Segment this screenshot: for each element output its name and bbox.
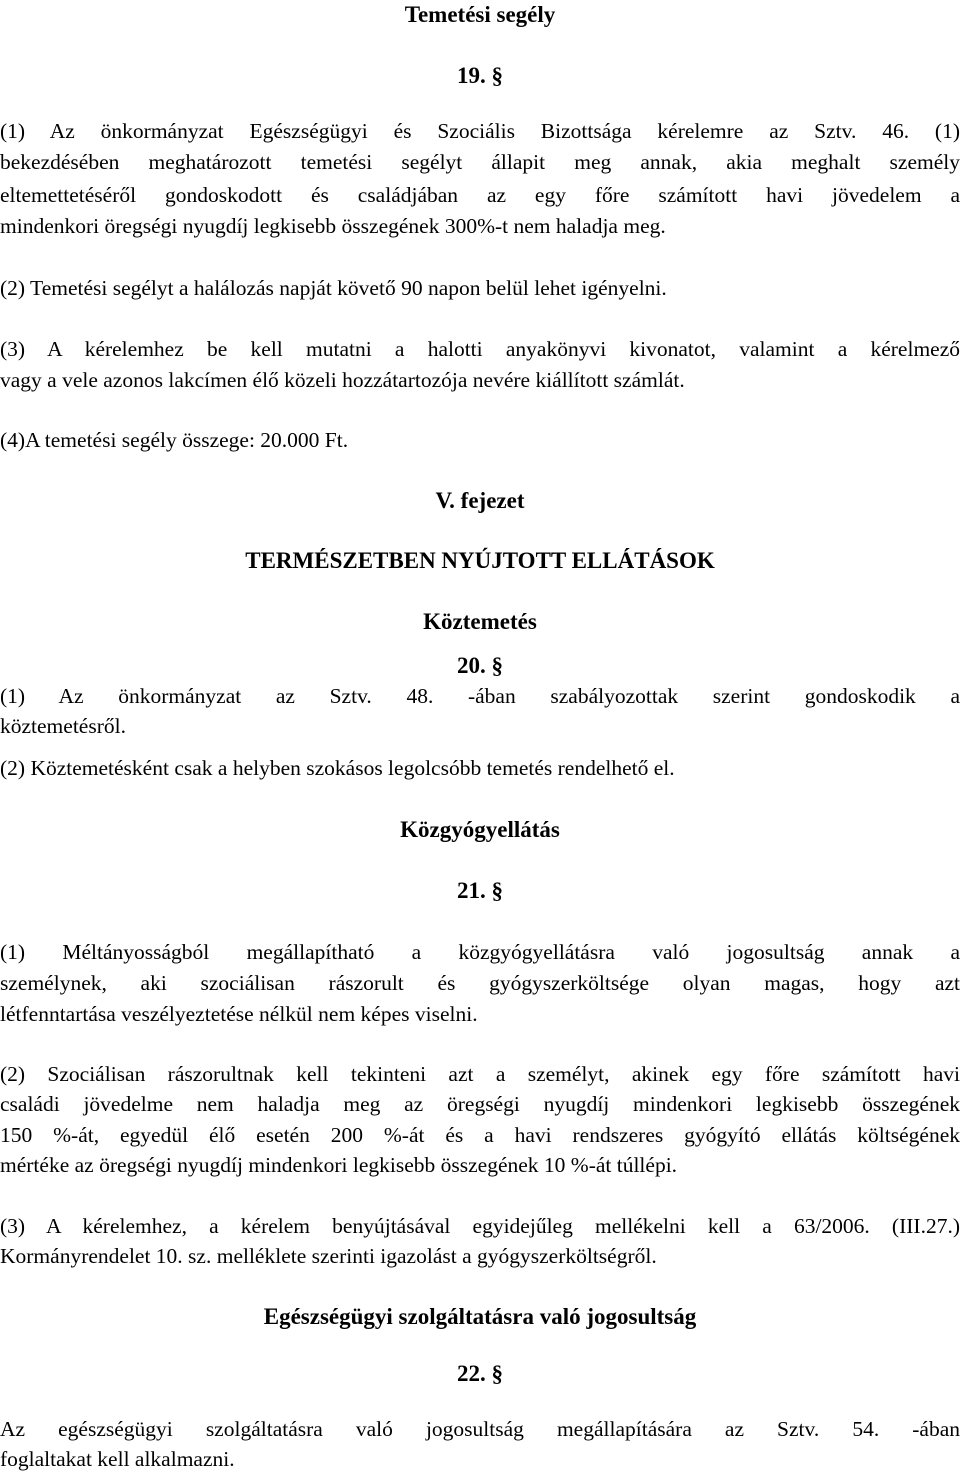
s19-p1-line-2: bekezdésében meghatározott temetési segélyt állapit meg annak, akia meghalt személy <box>0 150 960 174</box>
s22-p1-line-2: foglaltakat kell alkalmazni. <box>0 1447 235 1471</box>
s19-p1-line-4: mindenkori öregségi nyugdíj legkisebb összegének 300%-t nem haladja meg. <box>0 214 666 238</box>
s19-p1-line-3: eltemettetéséről gondoskodott és családjában az egy főre számított havi jövedelem a <box>0 183 960 207</box>
chapter-title: TERMÉSZETBEN NYÚJTOTT ELLÁTÁSOK <box>245 548 715 573</box>
s21-p2-line-3: 150 %-át, egyedül élő esetén 200 %-át és a havi rendszeres gyógyító ellátás költségének <box>0 1123 960 1147</box>
s21-p2-line-2: családi jövedelme nem haladja meg az öregségi nyugdíj mindenkori legkisebb összegének <box>0 1092 960 1116</box>
s19-p3-line-2: vagy a vele azonos lakcímen élő közeli hozzátartozója nevére kiállított számlát. <box>0 368 685 392</box>
s19-p4: (4)A temetési segély összege: 20.000 Ft. <box>0 428 349 452</box>
s21-p1-line-3: létfenntartása veszélyeztetése nélkül nem képes viselni. <box>0 1002 478 1026</box>
s21-p1-line-2: személynek, aki szociálisan rászorult és gyógyszerköltsége olyan magas, hogy azt <box>0 971 960 995</box>
s20-p2: (2) Köztemetésként csak a helyben szokásos legolcsóbb temetés rendelhető el. <box>0 756 675 780</box>
s21-p2-line-4: mértéke az öregségi nyugdíj mindenkori legkisebb összegének 10 %-át túllépi. <box>0 1153 678 1177</box>
s19-p3-line-1: (3) A kérelemhez be kell mutatni a halotti anyakönyvi kivonatot, valamint a kérelmező <box>0 337 960 361</box>
section-heading-egeszsegugyi-szolgaltatas: Egészségügyi szolgáltatásra való jogosultság <box>263 1304 697 1329</box>
s21-p2-line-1: (2) Szociálisan rászorultnak kell tekinteni azt a személyt, akinek egy főre számított havi <box>0 1062 960 1086</box>
section-heading-kozgyogyellatas: Közgyógyellátás <box>400 817 560 842</box>
paragraph-number-20: 20. § <box>457 653 503 678</box>
s22-p1-line-1: Az egészségügyi szolgáltatásra való jogosultság megállapítására az Sztv. 54. -ában <box>0 1417 960 1441</box>
section-heading-koztemetes: Köztemetés <box>423 609 537 634</box>
paragraph-number-21: 21. § <box>457 878 503 903</box>
paragraph-number-19: 19. § <box>457 63 503 88</box>
s19-p2: (2) Temetési segélyt a halálozás napját követő 90 napon belül lehet igényelni. <box>0 276 667 300</box>
s20-p1-line-2: köztemetésről. <box>0 714 126 738</box>
s21-p3-line-1: (3) A kérelemhez, a kérelem benyújtásával egyidejűleg mellékelni kell a 63/2006. (III.27.) <box>0 1214 960 1238</box>
paragraph-number-22: 22. § <box>457 1361 503 1386</box>
s21-p1-line-1: (1) Méltányosságból megállapítható a közgyógyellátásra való jogosultság annak a <box>0 940 960 964</box>
s19-p1-line-1: (1) Az önkormányzat Egészségügyi és Szociális Bizottsága kérelemre az Sztv. 46. (1) <box>0 119 960 143</box>
s21-p3-line-2: Kormányrendelet 10. sz. melléklete szerinti igazolást a gyógyszerköltségről. <box>0 1244 657 1268</box>
chapter-number: V. fejezet <box>435 488 525 513</box>
s20-p1-line-1: (1) Az önkormányzat az Sztv. 48. -ában szabályozottak szerint gondoskodik a <box>0 684 960 708</box>
section-heading-temetesi-segely: Temetési segély <box>404 2 556 27</box>
